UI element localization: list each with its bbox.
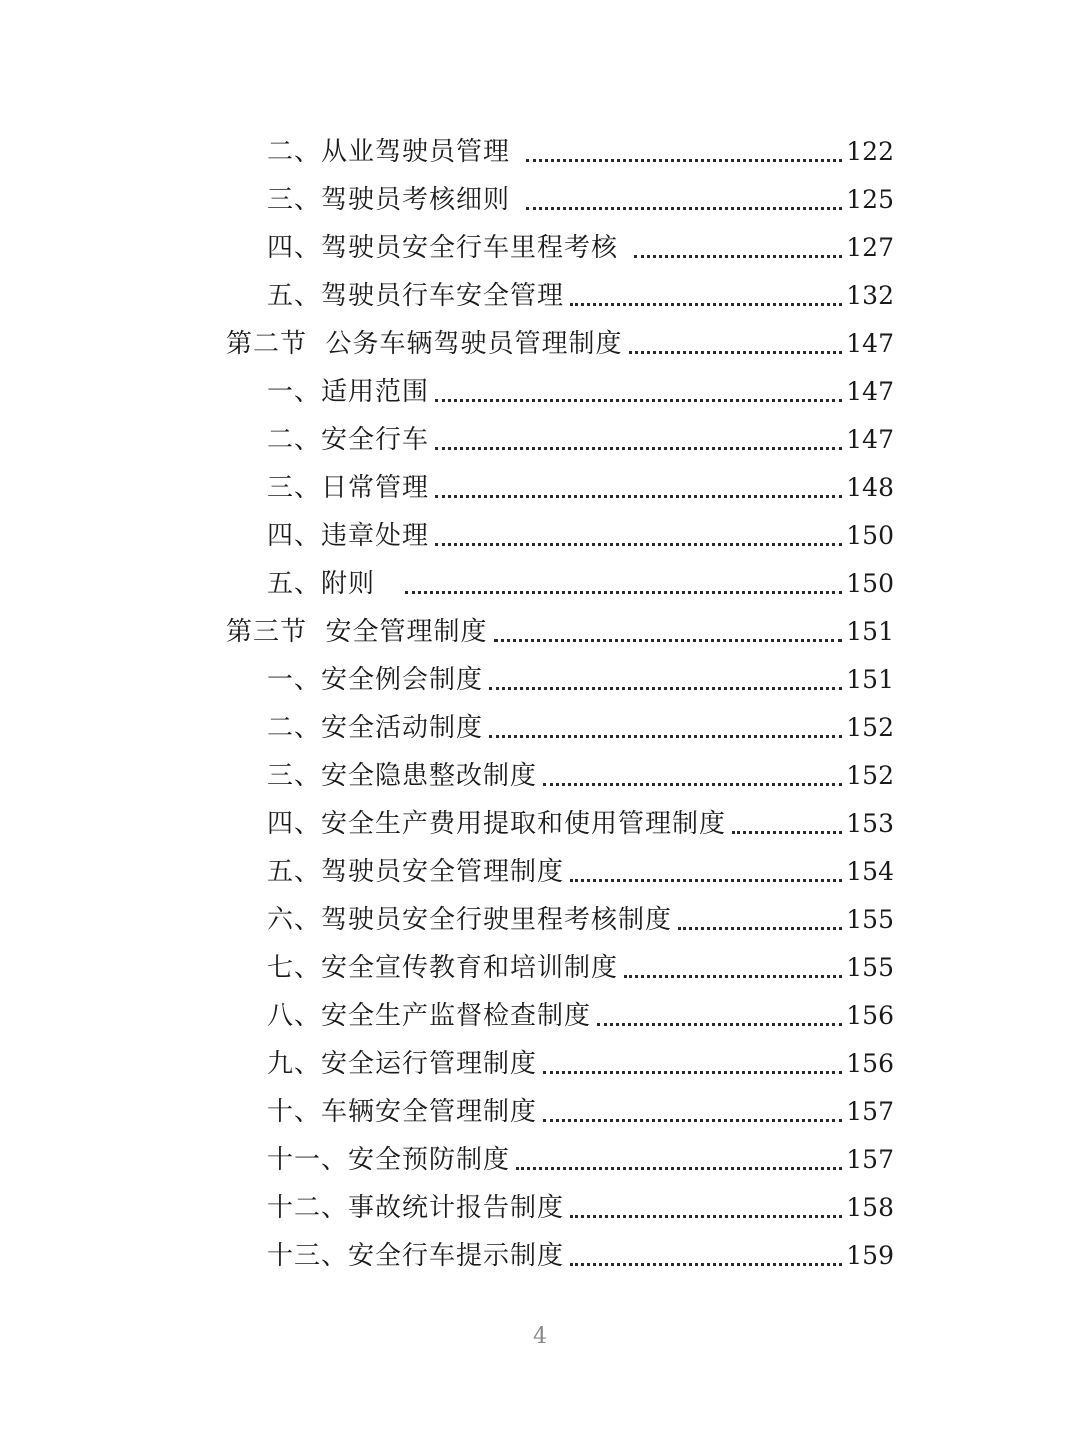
toc-entry: [0, 896, 1080, 944]
toc-entry-title: 九、安全运行管理制度: [267, 1049, 538, 1079]
toc-entry-page: 156: [846, 1001, 894, 1030]
toc-entry: [0, 992, 1080, 1040]
toc-dot-leader: [516, 1166, 842, 1170]
toc-entry: [0, 176, 1080, 224]
toc-dot-leader: [494, 638, 843, 642]
toc-entry-title: 二、安全活动制度: [267, 713, 484, 743]
toc-dot-leader: [435, 542, 842, 546]
toc-dot-leader: [489, 734, 842, 738]
toc-entry: [0, 1088, 1080, 1136]
toc-dot-leader: [570, 878, 842, 882]
toc-entry-title: 第三节 安全管理制度: [226, 617, 488, 647]
toc-dot-leader: [629, 350, 843, 354]
toc-entry-page: 155: [846, 953, 894, 982]
toc-entry-title: 十、车辆安全管理制度: [267, 1097, 538, 1127]
toc-section-entry: [0, 320, 1080, 368]
toc-entry: [0, 800, 1080, 848]
toc-entry-page: 125: [846, 185, 894, 214]
toc-entry-page: 122: [846, 137, 894, 166]
toc-dot-leader: [634, 254, 842, 258]
page-number: 4: [533, 1324, 547, 1349]
toc-entry-page: 156: [846, 1049, 894, 1078]
toc-dot-leader: [597, 1022, 842, 1026]
toc-dot-leader: [435, 446, 842, 450]
toc-dot-leader: [526, 206, 842, 210]
toc-entry-page: 127: [846, 233, 894, 262]
toc-dot-leader: [732, 830, 842, 834]
toc-dot-leader: [570, 1214, 842, 1218]
toc-entry: [0, 1040, 1080, 1088]
toc-entry-page: 155: [846, 905, 894, 934]
toc-entry-title: 十二、事故统计报告制度: [267, 1193, 565, 1223]
toc-entry-title: 五、驾驶员安全管理制度: [267, 857, 565, 887]
toc-entry-title: 四、违章处理: [267, 521, 430, 551]
toc-dot-leader: [543, 1118, 842, 1122]
toc-entry: [0, 1232, 1080, 1280]
toc-section-entry: [0, 608, 1080, 656]
toc-entry: [0, 368, 1080, 416]
toc-entry-title: 五、附则: [267, 569, 376, 599]
toc-entry-page: 147: [846, 377, 894, 406]
toc-entry-title: 一、适用范围: [267, 377, 430, 407]
toc-entry-title: 五、驾驶员行车安全管理: [267, 281, 565, 311]
toc-entry-title: 一、安全例会制度: [267, 665, 484, 695]
toc-dot-leader: [624, 974, 842, 978]
toc-entry-page: 154: [846, 857, 894, 886]
toc-entry-page: 159: [846, 1241, 894, 1270]
toc-entry-title: 二、从业驾驶员管理: [267, 137, 511, 167]
toc-entry: [0, 704, 1080, 752]
toc-dot-leader: [526, 158, 842, 162]
toc-entry-page: 151: [846, 617, 894, 646]
toc-entry-title: 七、安全宣传教育和培训制度: [267, 953, 619, 983]
toc-entry: [0, 656, 1080, 704]
toc-entry-title: 四、安全生产费用提取和使用管理制度: [267, 809, 727, 839]
toc-entry-title: 三、安全隐患整改制度: [267, 761, 538, 791]
table-of-contents: [0, 128, 1080, 1280]
toc-entry: [0, 464, 1080, 512]
toc-entry-title: 三、日常管理: [267, 473, 430, 503]
toc-entry-page: 157: [846, 1145, 894, 1174]
toc-dot-leader: [435, 398, 842, 402]
toc-entry-title: 八、安全生产监督检查制度: [267, 1001, 592, 1031]
toc-entry-title: 二、安全行车: [267, 425, 430, 455]
toc-entry: [0, 560, 1080, 608]
toc-entry-page: 151: [846, 665, 894, 694]
toc-entry: [0, 944, 1080, 992]
toc-dot-leader: [489, 686, 842, 690]
toc-entry-page: 132: [846, 281, 894, 310]
toc-entry: [0, 416, 1080, 464]
toc-entry-title: 第二节 公务车辆驾驶员管理制度: [226, 329, 623, 359]
toc-entry-page: 157: [846, 1097, 894, 1126]
toc-entry: [0, 1184, 1080, 1232]
toc-dot-leader: [405, 590, 842, 594]
toc-entry-title: 六、驾驶员安全行驶里程考核制度: [267, 905, 673, 935]
toc-entry-title: 三、驾驶员考核细则: [267, 185, 511, 215]
toc-entry-page: 158: [846, 1193, 894, 1222]
toc-entry-page: 147: [846, 329, 894, 358]
toc-dot-leader: [678, 926, 842, 930]
toc-entry-page: 152: [846, 761, 894, 790]
toc-entry-page: 147: [846, 425, 894, 454]
toc-entry-title: 十三、安全行车提示制度: [267, 1241, 565, 1271]
toc-entry: [0, 1136, 1080, 1184]
toc-entry: [0, 752, 1080, 800]
toc-dot-leader: [543, 1070, 842, 1074]
toc-entry: [0, 128, 1080, 176]
toc-entry: [0, 848, 1080, 896]
toc-dot-leader: [543, 782, 842, 786]
toc-entry: [0, 224, 1080, 272]
toc-entry-title: 十一、安全预防制度: [267, 1145, 511, 1175]
toc-entry-page: 150: [846, 569, 894, 598]
toc-dot-leader: [435, 494, 842, 498]
toc-entry-title: 四、驾驶员安全行车里程考核: [267, 233, 619, 263]
toc-entry: [0, 512, 1080, 560]
toc-entry-page: 153: [846, 809, 894, 838]
toc-entry: [0, 272, 1080, 320]
toc-entry-page: 152: [846, 713, 894, 742]
toc-entry-page: 148: [846, 473, 894, 502]
toc-dot-leader: [570, 302, 842, 306]
toc-entry-page: 150: [846, 521, 894, 550]
toc-dot-leader: [570, 1262, 842, 1266]
